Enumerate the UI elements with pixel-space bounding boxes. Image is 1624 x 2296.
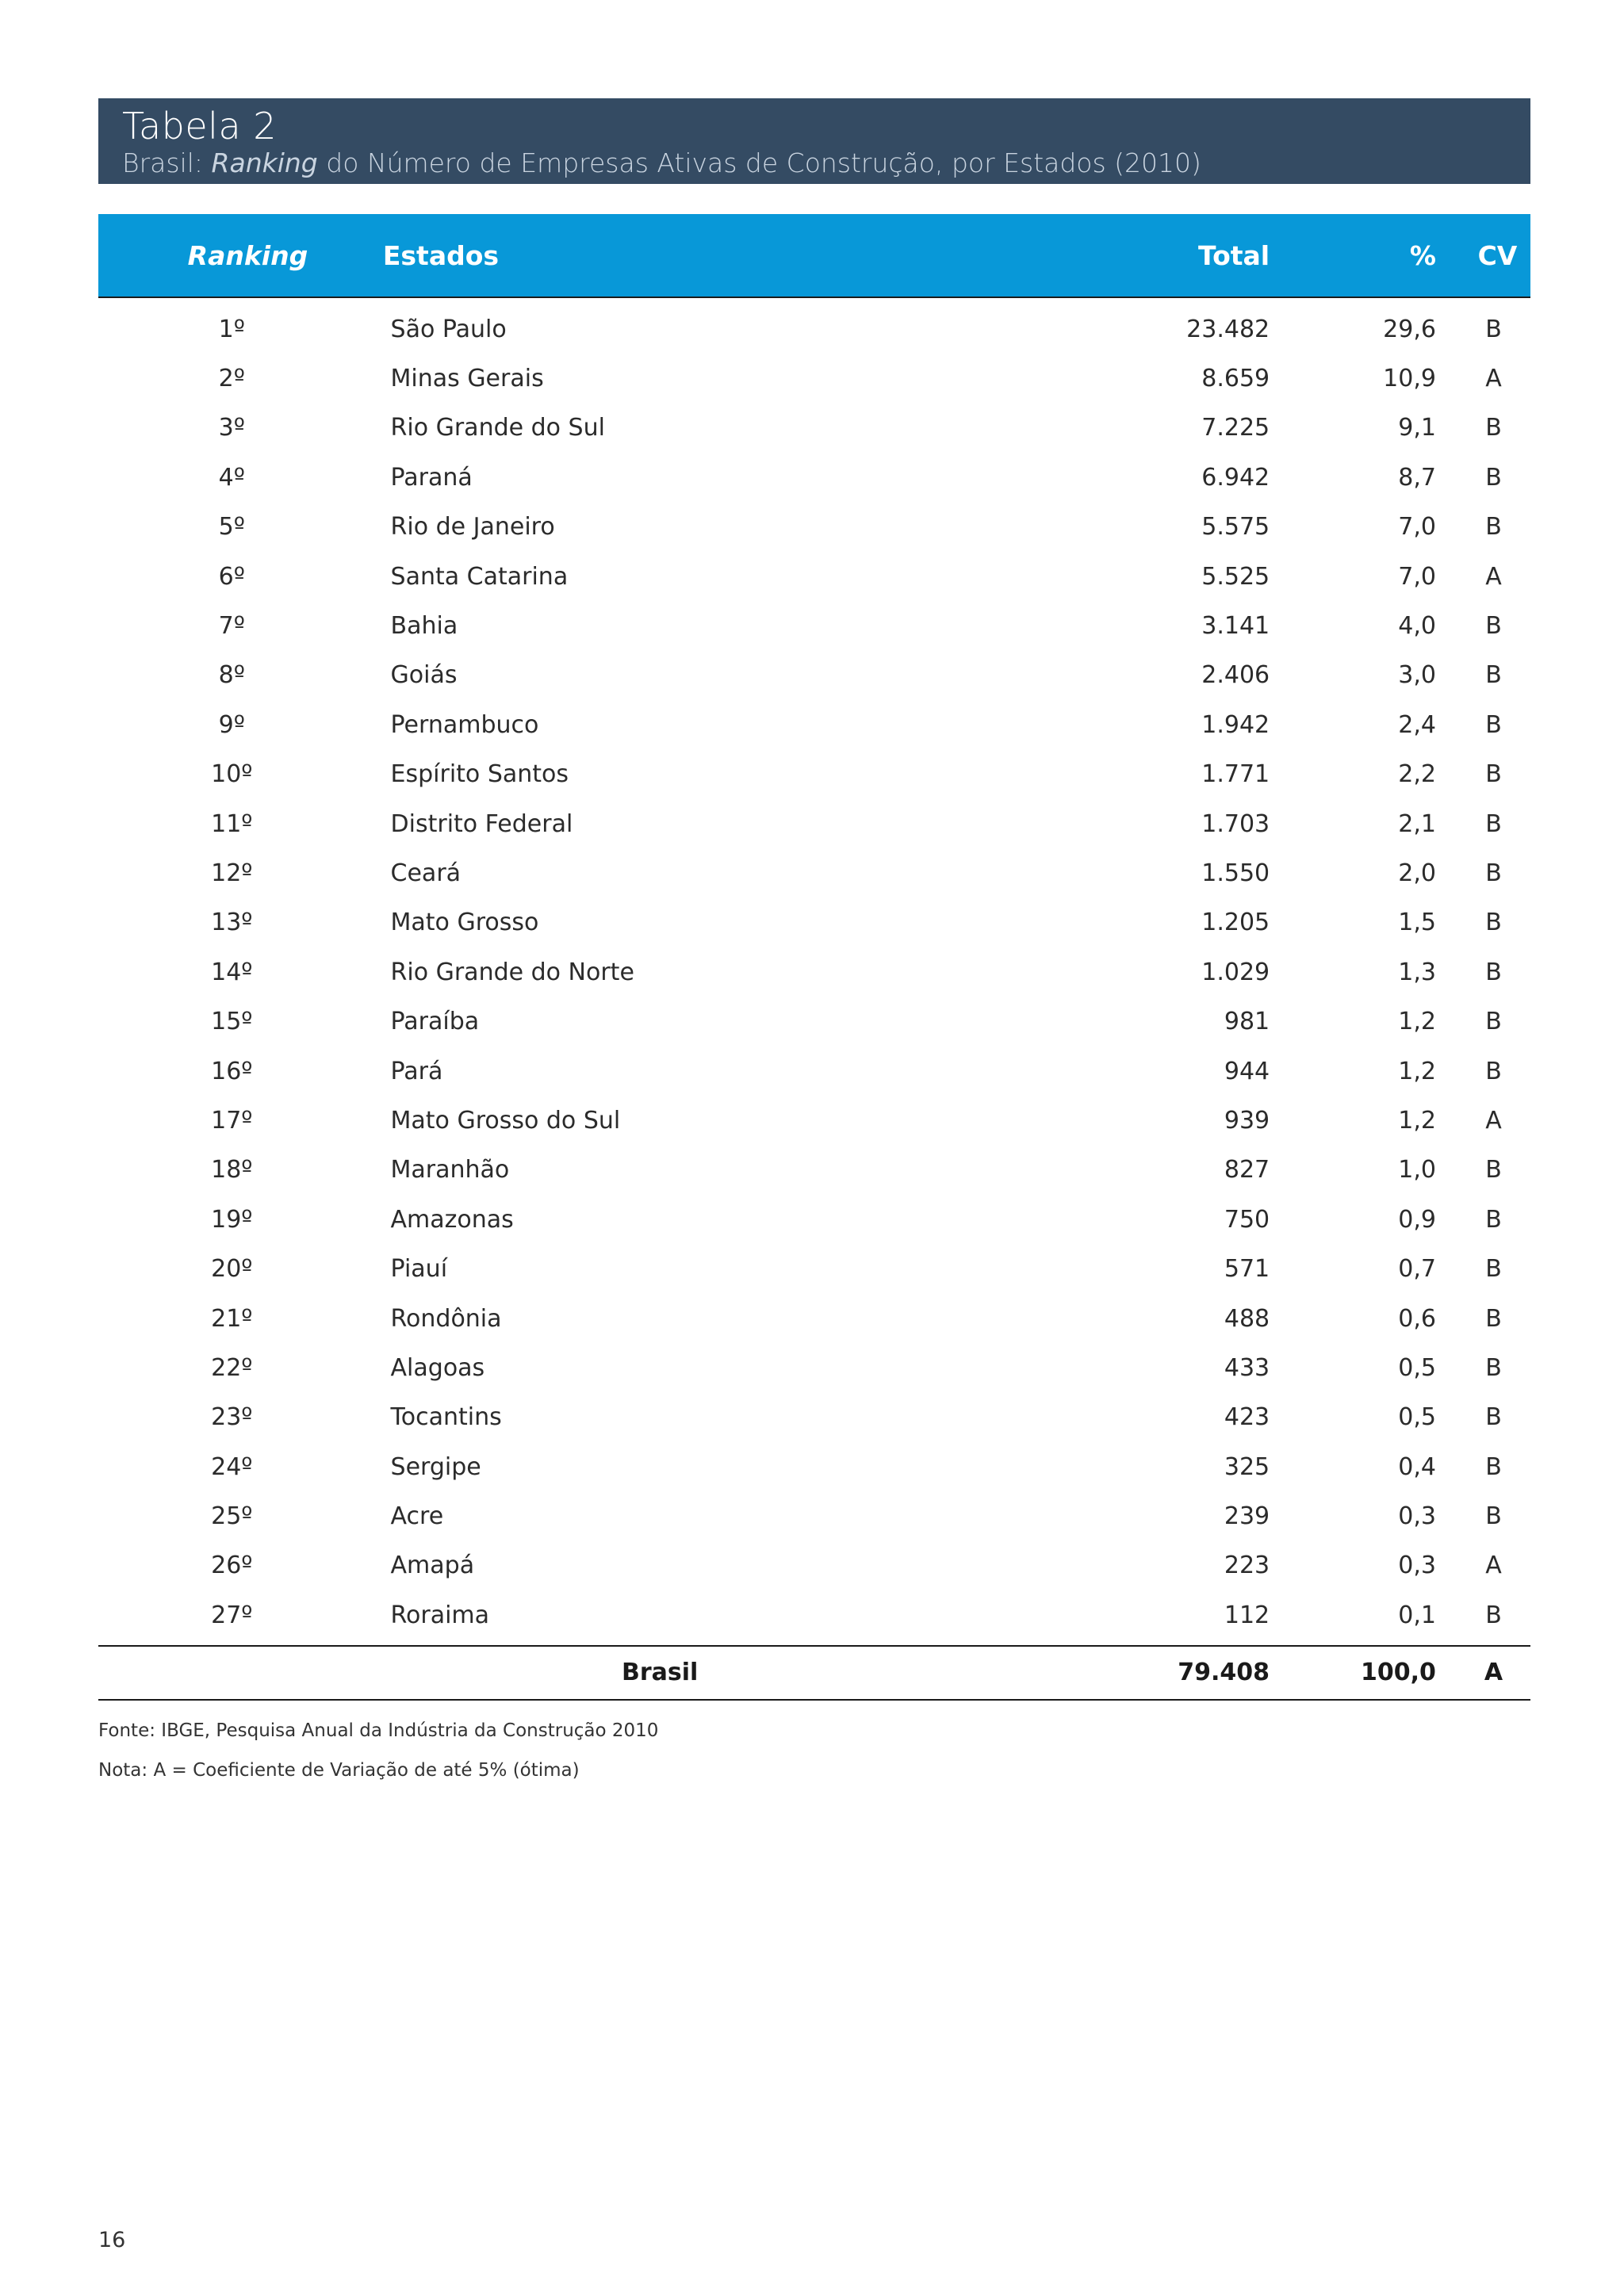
table-row bbox=[98, 848, 1530, 897]
table-subtitle bbox=[122, 147, 1530, 179]
cell-total: 981 bbox=[1224, 1008, 1270, 1036]
table-notes bbox=[98, 1711, 658, 1790]
header-cv: CV bbox=[1477, 239, 1518, 271]
cell-rank: 12º bbox=[211, 859, 253, 887]
table-row bbox=[98, 799, 1530, 848]
cell-rank: 13º bbox=[211, 909, 253, 937]
cell-pct: 0,9 bbox=[1398, 1205, 1436, 1234]
table-row bbox=[98, 898, 1530, 947]
cell-total: 1.550 bbox=[1201, 859, 1270, 887]
table-row bbox=[98, 1146, 1530, 1195]
cell-cv: B bbox=[1485, 1502, 1502, 1531]
cell-pct: 0,3 bbox=[1398, 1552, 1436, 1580]
cell-cv: B bbox=[1485, 463, 1502, 492]
cell-total: 571 bbox=[1224, 1255, 1270, 1284]
table-title: Tabela 2 bbox=[122, 105, 278, 147]
cell-cv: B bbox=[1485, 909, 1502, 937]
table-row bbox=[98, 1442, 1530, 1491]
cell-total: 423 bbox=[1224, 1403, 1270, 1432]
table-row bbox=[98, 700, 1530, 749]
cell-state: Distrito Federal bbox=[390, 809, 573, 838]
cell-rank: 5º bbox=[218, 513, 245, 541]
cell-state: Santa Catarina bbox=[390, 562, 569, 591]
ranking-table bbox=[98, 214, 1530, 1701]
cell-state: Pernambuco bbox=[390, 710, 539, 739]
table-row bbox=[98, 997, 1530, 1046]
cell-state: Piauí bbox=[390, 1255, 448, 1284]
cell-rank: 15º bbox=[211, 1008, 253, 1036]
cell-state: Amazonas bbox=[390, 1205, 514, 1234]
cell-pct: 2,2 bbox=[1398, 760, 1436, 789]
cell-state: Mato Grosso do Sul bbox=[390, 1106, 621, 1135]
cell-pct: 0,5 bbox=[1398, 1403, 1436, 1432]
cell-pct: 0,3 bbox=[1398, 1502, 1436, 1531]
header-estados: Estados bbox=[382, 239, 500, 271]
table-body bbox=[98, 298, 1530, 1640]
cell-total: 2.406 bbox=[1201, 661, 1270, 690]
table-row bbox=[98, 1294, 1530, 1343]
cell-pct: 9,1 bbox=[1398, 414, 1436, 442]
cell-cv: B bbox=[1485, 1057, 1502, 1085]
cell-total: 1.771 bbox=[1201, 760, 1270, 789]
table-row bbox=[98, 1047, 1530, 1096]
cell-cv: A bbox=[1485, 1552, 1502, 1580]
table-row bbox=[98, 947, 1530, 997]
table-row bbox=[98, 552, 1530, 601]
cell-pct: 10,9 bbox=[1383, 365, 1436, 393]
cell-pct: 8,7 bbox=[1398, 463, 1436, 492]
header-ranking: Ranking bbox=[187, 239, 308, 271]
cell-state: Rio Grande do Norte bbox=[390, 958, 634, 986]
cell-total: 488 bbox=[1224, 1304, 1270, 1333]
cell-total: 5.525 bbox=[1201, 562, 1270, 591]
cell-pct: 0,7 bbox=[1398, 1255, 1436, 1284]
cell-pct: 2,1 bbox=[1398, 809, 1436, 838]
cell-cv: B bbox=[1485, 1353, 1502, 1382]
cell-state: Paraíba bbox=[390, 1008, 480, 1036]
cell-rank: 27º bbox=[211, 1601, 253, 1629]
cell-cv: B bbox=[1485, 859, 1502, 887]
cell-cv: A bbox=[1485, 562, 1502, 591]
cell-rank: 1º bbox=[218, 315, 245, 343]
table-row bbox=[98, 601, 1530, 650]
cell-state: Maranhão bbox=[390, 1156, 510, 1184]
cell-total: 223 bbox=[1224, 1552, 1270, 1580]
cell-state: Minas Gerais bbox=[390, 365, 544, 393]
cell-total: 1.703 bbox=[1201, 809, 1270, 838]
cell-rank: 14º bbox=[211, 958, 253, 986]
cell-total: 1.942 bbox=[1201, 710, 1270, 739]
total-value: 79.408 bbox=[1178, 1659, 1270, 1687]
cell-cv: B bbox=[1485, 1304, 1502, 1333]
cell-cv: B bbox=[1485, 760, 1502, 789]
cell-pct: 0,1 bbox=[1398, 1601, 1436, 1629]
table-row bbox=[98, 651, 1530, 700]
cell-rank: 18º bbox=[211, 1156, 253, 1184]
cell-state: Mato Grosso bbox=[390, 909, 539, 937]
cell-pct: 1,2 bbox=[1398, 1008, 1436, 1036]
cell-total: 112 bbox=[1224, 1601, 1270, 1629]
cell-rank: 8º bbox=[218, 661, 245, 690]
cell-state: Rondônia bbox=[390, 1304, 502, 1333]
table-total-row bbox=[98, 1645, 1530, 1701]
cell-total: 1.029 bbox=[1201, 958, 1270, 986]
cell-pct: 1,2 bbox=[1398, 1057, 1436, 1085]
table-row bbox=[98, 304, 1530, 354]
cell-state: Sergipe bbox=[390, 1452, 481, 1481]
table-header bbox=[98, 214, 1530, 298]
cell-state: Tocantins bbox=[390, 1403, 502, 1432]
cell-state: Amapá bbox=[390, 1552, 475, 1580]
cell-pct: 2,4 bbox=[1398, 710, 1436, 739]
cell-total: 23.482 bbox=[1186, 315, 1270, 343]
cell-pct: 7,0 bbox=[1398, 513, 1436, 541]
cell-pct: 0,4 bbox=[1398, 1452, 1436, 1481]
cell-cv: B bbox=[1485, 1403, 1502, 1432]
cell-state: Pará bbox=[390, 1057, 443, 1085]
cell-state: São Paulo bbox=[390, 315, 507, 343]
cell-cv: B bbox=[1485, 1156, 1502, 1184]
cell-cv: B bbox=[1485, 1601, 1502, 1629]
cell-pct: 0,5 bbox=[1398, 1353, 1436, 1382]
cell-rank: 4º bbox=[218, 463, 245, 492]
table-row bbox=[98, 1195, 1530, 1244]
cell-rank: 24º bbox=[211, 1452, 253, 1481]
cell-state: Goiás bbox=[390, 661, 458, 690]
cell-rank: 26º bbox=[211, 1552, 253, 1580]
cell-cv: A bbox=[1485, 1106, 1502, 1135]
cell-pct: 0,6 bbox=[1398, 1304, 1436, 1333]
cell-cv: B bbox=[1485, 1452, 1502, 1481]
cell-total: 239 bbox=[1224, 1502, 1270, 1531]
cell-rank: 25º bbox=[211, 1502, 253, 1531]
cell-total: 7.225 bbox=[1201, 414, 1270, 442]
cell-total: 8.659 bbox=[1201, 365, 1270, 393]
header-total: Total bbox=[1197, 239, 1270, 271]
cell-pct: 1,2 bbox=[1398, 1106, 1436, 1135]
cell-total: 6.942 bbox=[1201, 463, 1270, 492]
table-row bbox=[98, 1343, 1530, 1392]
table-row bbox=[98, 1541, 1530, 1590]
cell-state: Acre bbox=[390, 1502, 444, 1531]
cell-state: Alagoas bbox=[390, 1353, 485, 1382]
table-title-banner bbox=[98, 98, 1530, 184]
variation-note: Nota: A = Coeficiente de Variação de até 5% (ótima) bbox=[98, 1760, 580, 1781]
subtitle-rest: do Número de Empresas Ativas de Construção, por Estados (2010) bbox=[317, 147, 1201, 178]
cell-state: Bahia bbox=[390, 612, 458, 641]
cell-total: 939 bbox=[1224, 1106, 1270, 1135]
cell-cv: B bbox=[1485, 1255, 1502, 1284]
cell-cv: B bbox=[1485, 809, 1502, 838]
cell-state: Roraima bbox=[390, 1601, 490, 1629]
cell-total: 325 bbox=[1224, 1452, 1270, 1481]
table-row bbox=[98, 503, 1530, 552]
cell-pct: 1,5 bbox=[1398, 909, 1436, 937]
cell-rank: 22º bbox=[211, 1353, 253, 1382]
cell-total: 1.205 bbox=[1201, 909, 1270, 937]
cell-state: Espírito Santos bbox=[390, 760, 569, 789]
cell-pct: 4,0 bbox=[1398, 612, 1436, 641]
cell-rank: 11º bbox=[211, 809, 253, 838]
cell-total: 944 bbox=[1224, 1057, 1270, 1085]
table-row bbox=[98, 1491, 1530, 1540]
subtitle-prefix: Brasil: bbox=[122, 147, 212, 178]
cell-rank: 3º bbox=[218, 414, 245, 442]
cell-cv: B bbox=[1485, 414, 1502, 442]
total-label: Brasil bbox=[622, 1659, 699, 1687]
cell-cv: B bbox=[1485, 661, 1502, 690]
cell-rank: 21º bbox=[211, 1304, 253, 1333]
subtitle-italic: Ranking bbox=[211, 147, 318, 178]
cell-pct: 29,6 bbox=[1383, 315, 1436, 343]
cell-pct: 2,0 bbox=[1398, 859, 1436, 887]
source-note: Fonte: IBGE, Pesquisa Anual da Indústria da Construção 2010 bbox=[98, 1720, 659, 1741]
cell-rank: 6º bbox=[218, 562, 245, 591]
cell-state: Rio de Janeiro bbox=[390, 513, 555, 541]
table-row bbox=[98, 1590, 1530, 1640]
total-cv: A bbox=[1484, 1659, 1503, 1687]
cell-rank: 2º bbox=[218, 365, 245, 393]
cell-cv: B bbox=[1485, 315, 1502, 343]
cell-pct: 7,0 bbox=[1398, 562, 1436, 591]
page-number: 16 bbox=[98, 2228, 126, 2252]
cell-pct: 1,0 bbox=[1398, 1156, 1436, 1184]
cell-rank: 19º bbox=[211, 1205, 253, 1234]
cell-rank: 17º bbox=[211, 1106, 253, 1135]
cell-rank: 7º bbox=[218, 612, 245, 641]
cell-cv: B bbox=[1485, 612, 1502, 641]
header-pct: % bbox=[1409, 239, 1436, 271]
table-row bbox=[98, 750, 1530, 799]
cell-rank: 23º bbox=[211, 1403, 253, 1432]
cell-rank: 20º bbox=[211, 1255, 253, 1284]
cell-cv: A bbox=[1485, 365, 1502, 393]
cell-cv: B bbox=[1485, 1008, 1502, 1036]
total-pct: 100,0 bbox=[1361, 1659, 1436, 1687]
cell-total: 5.575 bbox=[1201, 513, 1270, 541]
cell-rank: 9º bbox=[218, 710, 245, 739]
cell-pct: 3,0 bbox=[1398, 661, 1436, 690]
cell-total: 827 bbox=[1224, 1156, 1270, 1184]
table-row bbox=[98, 404, 1530, 453]
table-row bbox=[98, 1393, 1530, 1442]
cell-rank: 16º bbox=[211, 1057, 253, 1085]
cell-state: Rio Grande do Sul bbox=[390, 414, 605, 442]
cell-state: Ceará bbox=[390, 859, 462, 887]
cell-rank: 10º bbox=[211, 760, 253, 789]
cell-cv: B bbox=[1485, 1205, 1502, 1234]
table-row bbox=[98, 354, 1530, 403]
cell-cv: B bbox=[1485, 513, 1502, 541]
table-row bbox=[98, 453, 1530, 502]
cell-cv: B bbox=[1485, 958, 1502, 986]
cell-state: Paraná bbox=[390, 463, 473, 492]
cell-total: 433 bbox=[1224, 1353, 1270, 1382]
cell-total: 750 bbox=[1224, 1205, 1270, 1234]
table-row bbox=[98, 1244, 1530, 1293]
cell-cv: B bbox=[1485, 710, 1502, 739]
table-row bbox=[98, 1096, 1530, 1145]
cell-total: 3.141 bbox=[1201, 612, 1270, 641]
cell-pct: 1,3 bbox=[1398, 958, 1436, 986]
